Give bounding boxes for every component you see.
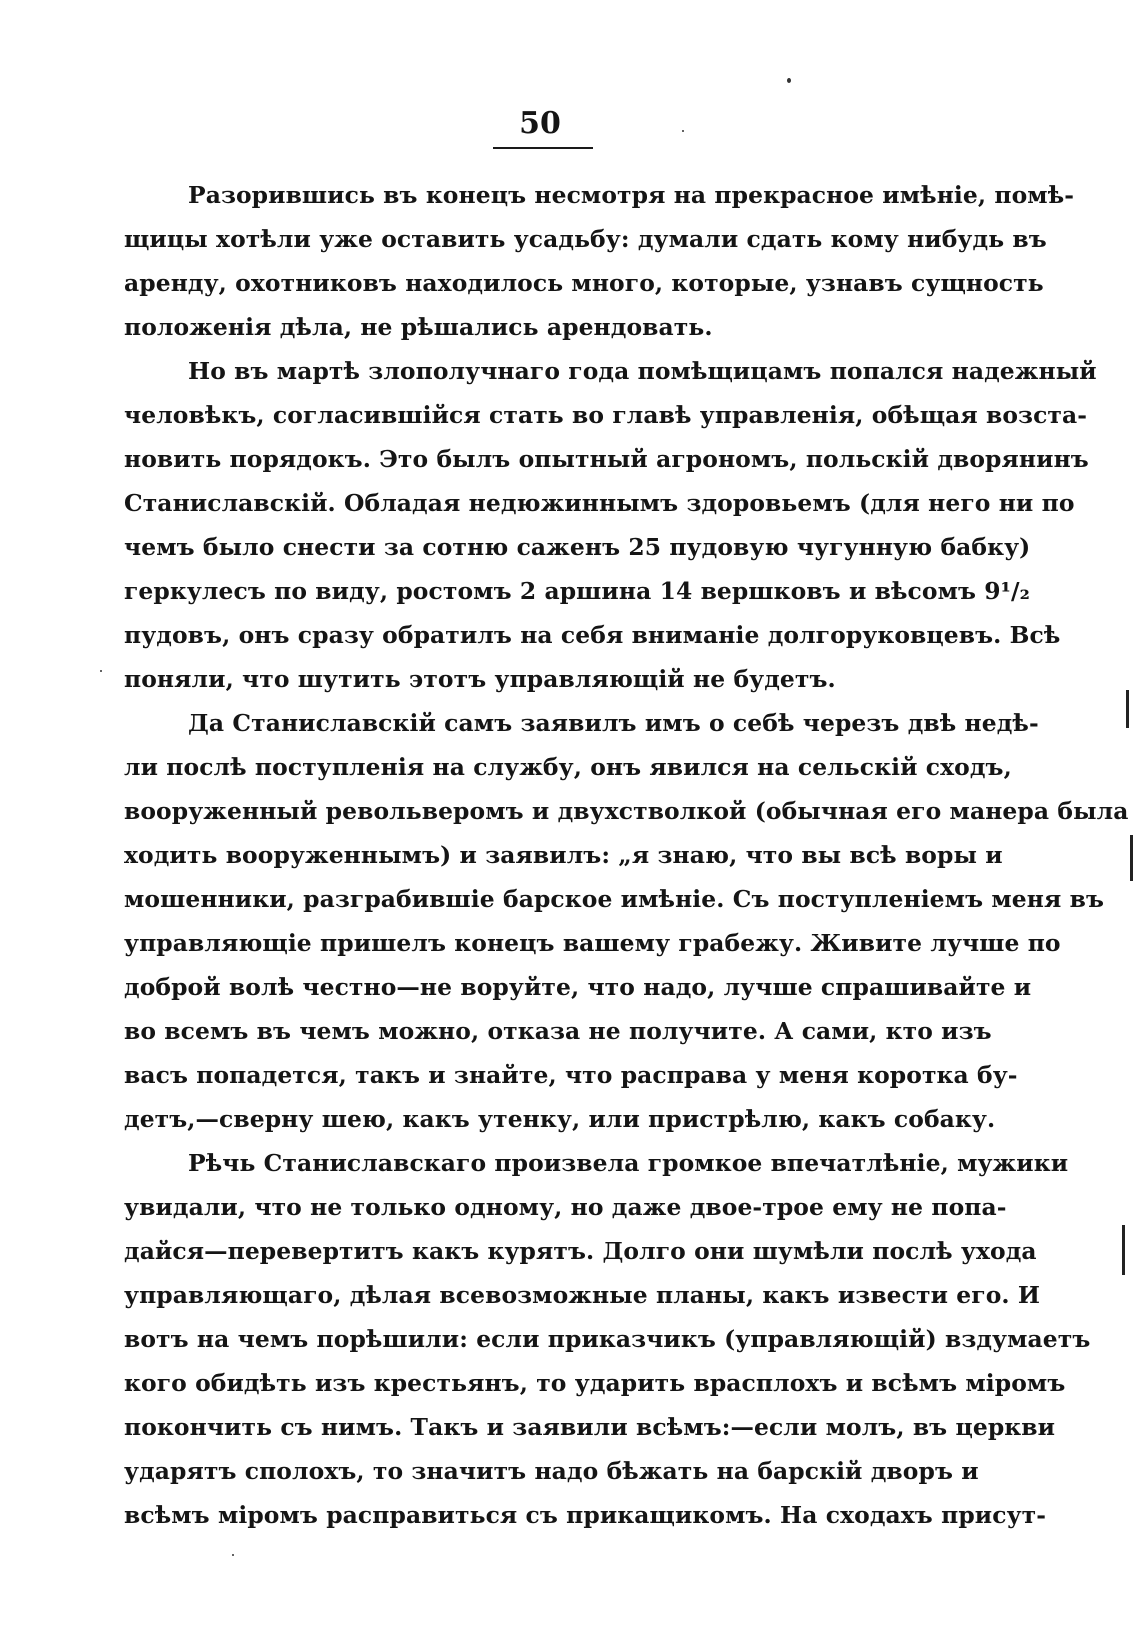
text-line: ударятъ сполохъ, то значитъ надо бѣжать на барскій дворъ и bbox=[124, 1457, 979, 1485]
text-line: поняли, что шутить этотъ управляющій не будетъ. bbox=[124, 665, 836, 693]
text-line: вотъ на чемъ порѣшили: если приказчикъ (управляющій) вздумаетъ bbox=[124, 1325, 1091, 1353]
scan-speck bbox=[682, 130, 684, 132]
text-line: покончить съ нимъ. Такъ и заявили всѣмъ:—если молъ, въ церкви bbox=[124, 1413, 1056, 1441]
text-line: положенія дѣла, не рѣшались арендовать. bbox=[124, 313, 713, 341]
text-line: управляющіе пришелъ конецъ вашему грабежу. Живите лучше по bbox=[124, 929, 1061, 957]
text-line: мошенники, разграбившіе барское имѣніе. Съ поступленіемъ меня въ bbox=[124, 885, 1105, 913]
scan-edge-mark bbox=[1130, 835, 1133, 881]
body-text bbox=[124, 173, 1129, 1537]
text-line: кого обидѣть изъ крестьянъ, то ударить врасплохъ и всѣмъ міромъ bbox=[124, 1369, 1066, 1397]
paragraph-3 bbox=[124, 701, 1129, 1141]
text-line: доброй волѣ честно—не воруйте, что надо, лучше спрашивайте и bbox=[124, 973, 1032, 1001]
text-line: Но въ мартѣ злополучнаго года помѣщицамъ попался надежный bbox=[188, 357, 1097, 385]
page-number-rule bbox=[493, 147, 593, 149]
text-line: Да Станиславскій самъ заявилъ имъ о себѣ черезъ двѣ недѣ- bbox=[188, 709, 1039, 737]
paragraph-4 bbox=[124, 1141, 1091, 1537]
scan-speck bbox=[787, 78, 791, 83]
scan-edge-mark bbox=[1126, 690, 1129, 728]
paragraph-2 bbox=[124, 349, 1097, 701]
text-line: геркулесъ по виду, ростомъ 2 аршина 14 вершковъ и вѣсомъ 9¹/₂ bbox=[124, 577, 1030, 605]
text-line: васъ попадется, такъ и знайте, что расправа у меня коротка бу- bbox=[124, 1061, 1018, 1089]
text-line: пудовъ, онъ сразу обратилъ на себя вниманіе долгоруковцевъ. Всѣ bbox=[124, 621, 1061, 649]
text-line: Станиславскій. Обладая недюжиннымъ здоровьемъ (для него ни по bbox=[124, 489, 1075, 517]
text-line: щицы хотѣли уже оставить усадьбу: думали сдать кому нибудь въ bbox=[124, 225, 1047, 253]
scan-speck bbox=[100, 670, 102, 672]
text-line: аренду, охотниковъ находилось много, которые, узнавъ сущность bbox=[124, 269, 1044, 297]
text-line: управляющаго, дѣлая всевозможные планы, какъ извести его. И bbox=[124, 1281, 1041, 1309]
text-line: Разорившись въ конецъ несмотря на прекрасное имѣніе, помѣ- bbox=[188, 181, 1075, 209]
text-line: увидали, что не только одному, но даже двое-трое ему не попа- bbox=[124, 1193, 1007, 1221]
text-line: детъ,—сверну шею, какъ утенку, или пристрѣлю, какъ собаку. bbox=[124, 1105, 996, 1133]
text-line: ли послѣ поступленія на службу, онъ явился на сельскій сходъ, bbox=[124, 753, 1012, 781]
page-number: 50 bbox=[519, 106, 561, 141]
text-line: дайся—перевертитъ какъ курятъ. Долго они шумѣли послѣ ухода bbox=[124, 1237, 1037, 1265]
text-line: всѣмъ міромъ расправиться съ прикащикомъ. На сходахъ присут- bbox=[124, 1501, 1047, 1529]
paragraph-1 bbox=[124, 173, 1075, 349]
text-line: новить порядокъ. Это былъ опытный агрономъ, польскій дворянинъ bbox=[124, 445, 1089, 473]
scan-speck bbox=[232, 1554, 234, 1556]
scan-edge-mark bbox=[1122, 1225, 1125, 1275]
text-line: Рѣчь Станиславскаго произвела громкое впечатлѣніе, мужики bbox=[188, 1149, 1069, 1177]
text-line: чемъ было снести за сотню саженъ 25 пудовую чугунную бабку) bbox=[124, 533, 1031, 561]
text-line: во всемъ въ чемъ можно, отказа не получите. А сами, кто изъ bbox=[124, 1017, 992, 1045]
text-line: ходить вооруженнымъ) и заявилъ: „я знаю, что вы всѣ воры и bbox=[124, 841, 1003, 869]
text-line: человѣкъ, согласившійся стать во главѣ управленія, обѣщая возста- bbox=[124, 401, 1088, 429]
text-line: вооруженный револьверомъ и двухстволкой (обычная его манера была bbox=[124, 797, 1129, 825]
